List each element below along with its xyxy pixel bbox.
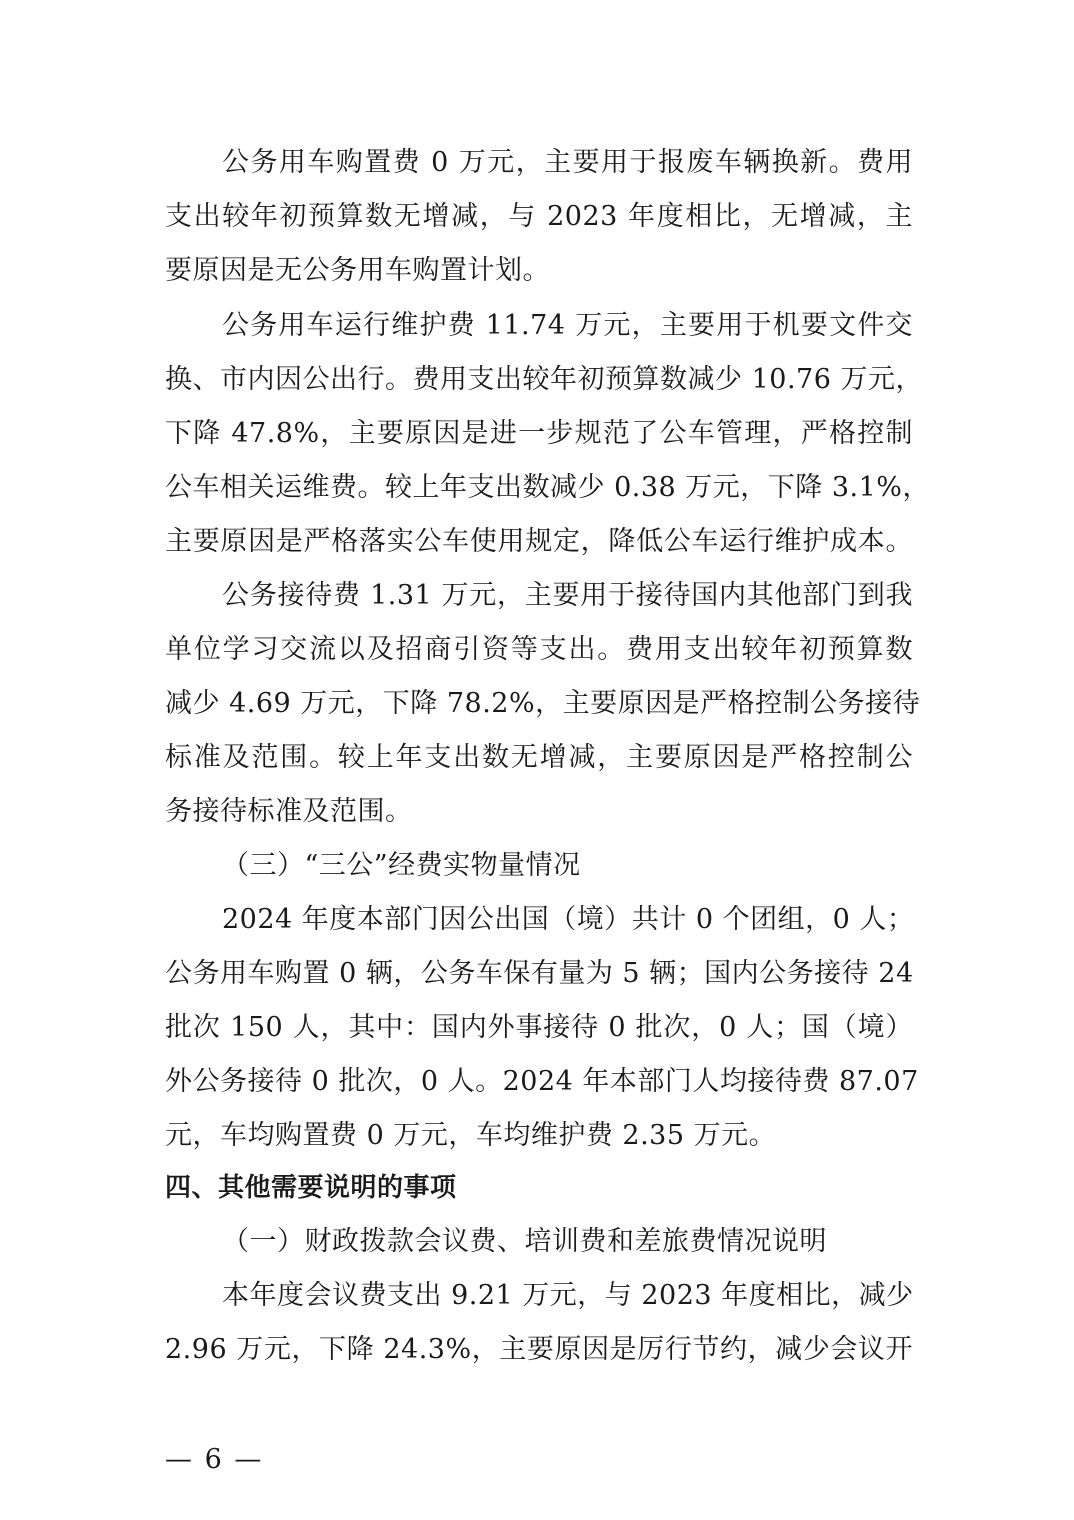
paragraph-line-10: 单位学习交流以及招商引资等支出。费用支出较年初预算数 [165,634,913,665]
paragraph-line-3: 要原因是无公务用车购置计划。 [165,255,550,286]
paragraph-line-19: 元，车均购置费 0 万元，车均维护费 2.35 万元。 [165,1120,777,1151]
paragraph-line-11: 减少 4.69 万元，下降 78.2%，主要原因是严格控制公务接待 [165,688,921,719]
section-subheading-one: （一）财政拨款会议费、培训费和差旅费情况说明 [222,1226,827,1257]
paragraph-line-5: 换、市内因公出行。费用支出较年初预算数减少 10.76 万元， [165,364,923,395]
paragraph-line-7: 公车相关运维费。较上年支出数减少 0.38 万元，下降 3.1%， [165,472,930,503]
paragraph-line-9: 公务接待费 1.31 万元，主要用于接待国内其他部门到我 [222,580,913,611]
page-number: — 6 — [165,1444,264,1475]
paragraph-line-12: 标准及范围。较上年支出数无增减，主要原因是严格控制公 [165,742,913,773]
paragraph-line-22: 本年度会议费支出 9.21 万元，与 2023 年度相比，减少 [222,1280,914,1311]
paragraph-line-8: 主要原因是严格落实公车使用规定，降低公车运行维护成本。 [165,526,913,557]
paragraph-line-23: 2.96 万元，下降 24.3%，主要原因是厉行节约，减少会议开 [165,1334,913,1365]
paragraph-line-4: 公务用车运行维护费 11.74 万元，主要用于机要文件交 [222,310,913,341]
section-subheading-three: （三）“三公”经费实物量情况 [222,850,581,881]
paragraph-line-13: 务接待标准及范围。 [165,796,413,827]
paragraph-line-16: 公务用车购置 0 辆，公务车保有量为 5 辆；国内公务接待 24 [165,958,914,989]
paragraph-line-17: 批次 150 人，其中：国内外事接待 0 批次，0 人；国（境） [165,1012,913,1043]
paragraph-line-1: 公务用车购置费 0 万元，主要用于报废车辆换新。费用 [222,147,913,178]
paragraph-line-15: 2024 年度本部门因公出国（境）共计 0 个团组，0 人； [222,904,915,935]
section-heading-four: 四、其他需要说明的事项 [165,1173,457,1203]
paragraph-line-2: 支出较年初预算数无增减，与 2023 年度相比，无增减，主 [165,201,913,232]
paragraph-line-18: 外公务接待 0 批次，0 人。2024 年本部门人均接待费 87.07 [165,1066,919,1097]
paragraph-line-6: 下降 47.8%，主要原因是进一步规范了公车管理，严格控制 [165,418,913,449]
